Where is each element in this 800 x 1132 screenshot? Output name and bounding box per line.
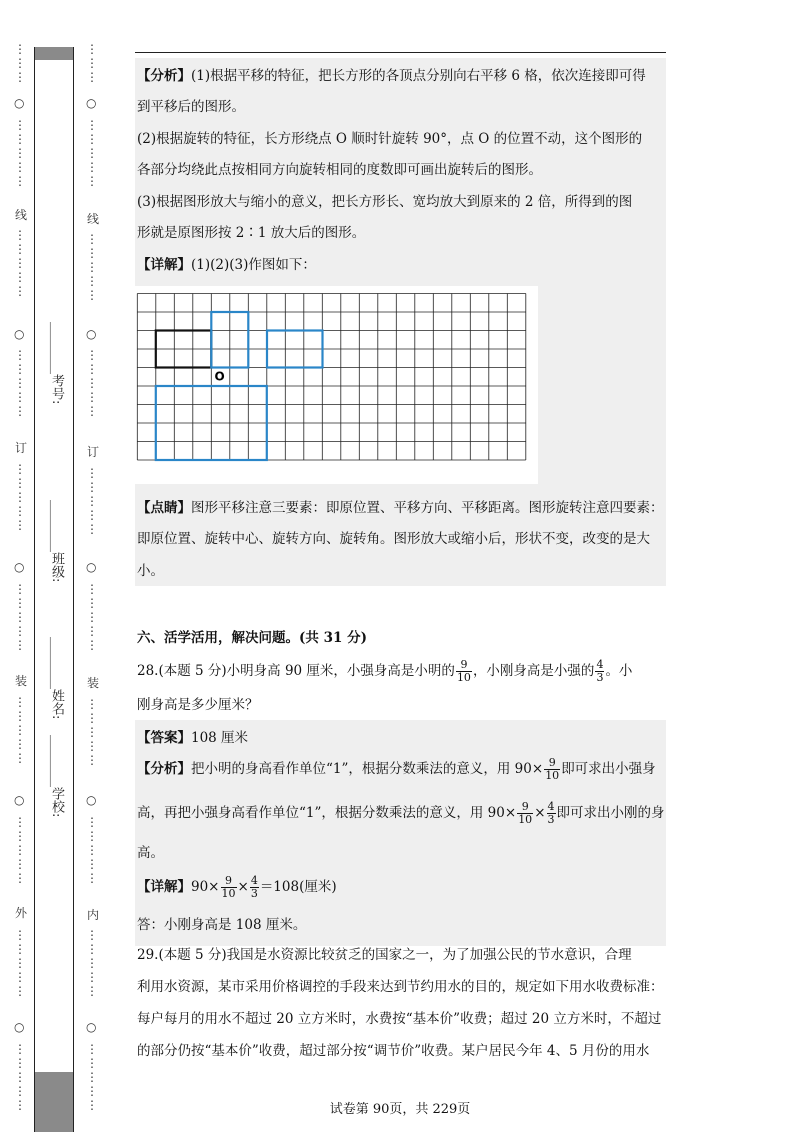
margin-word-nei: 内 <box>87 908 100 922</box>
q28-reply: 答：小刚身高是 108 厘米。 <box>137 917 307 933</box>
tip-line: 小。 <box>137 563 164 579</box>
margin-circle: ○ <box>86 560 97 574</box>
margin-word-zhuang: 装 <box>15 674 28 688</box>
analysis-line: (3)根据图形放大与缩小的意义，把长方形长、宽均放大到原来的 2 倍，所得到的图 <box>137 194 633 210</box>
tip-line: 【点睛】图形平移注意三要素：即原位置、平移方向、平移距离。图形旋转注意四要素： <box>137 500 664 516</box>
analysis-line: 形就是原图形按 2∶1 放大后的图形。 <box>137 225 366 241</box>
q28-answer: 【答案】108 厘米 <box>137 730 249 746</box>
tip-line: 即原位置、旋转中心、旋转方向、旋转角。图形放大或缩小后，形状不变，改变的是大 <box>137 531 650 547</box>
margin-word-ding: 订 <box>15 441 28 455</box>
fraction-9-10: $\frac{9}{10}$ <box>456 658 471 684</box>
margin-word-xian-inner: 线 <box>87 212 100 226</box>
margin-circle: ○ <box>86 327 97 341</box>
margin-word-xian: 线 <box>15 208 28 222</box>
header-rule <box>135 52 666 53</box>
analysis-line: 各部分均绕此点按相同方向旋转相同的度数即可画出旋转后的图形。 <box>137 162 542 178</box>
q28-analysis-line2: 高，再把小强身高看作单位“1”，根据分数乘法的意义，用 90× $\frac{9}{10}$ × $\frac{4}{3}$ 即可求出小刚的身 <box>137 800 665 826</box>
class-field: ________班级: <box>49 500 64 583</box>
margin-word-wai: 外 <box>15 906 28 920</box>
margin-circle: ○ <box>14 327 25 341</box>
margin-circle: ○ <box>14 560 25 574</box>
margin-circle: ○ <box>14 96 25 110</box>
fraction-4-3: $\frac{4}{3}$ <box>596 658 604 684</box>
q29-line: 利用水资源，某市采用价格调控的手段来达到节约用水的目的，规定如下用水收费标准： <box>137 979 664 995</box>
margin-circle: ○ <box>86 1020 97 1034</box>
q28-analysis-line1: 【分析】把小明的身高看作单位“1”，根据分数乘法的意义，用 90× $\frac{9}{10}$ 即可求出小强身 <box>137 756 656 782</box>
section-title: 六、活学活用，解决问题。(共 31 分) <box>137 630 367 646</box>
q29-line: 每户每月的用水不超过 20 立方米时，水费按“基本价”收费；超过 20 立方米时，不超过 <box>137 1011 662 1027</box>
point-o-label: O <box>214 369 225 384</box>
margin-circle: ○ <box>14 1020 25 1034</box>
q28-line2: 刚身高是多少厘米？ <box>137 697 259 713</box>
analysis-line: 到平移后的图形。 <box>137 99 245 115</box>
grid-figure <box>134 286 538 484</box>
analysis-line: (2)根据旋转的特征，长方形绕点 O 顺时针旋转 90°，点 O 的位置不动，这个图形的 <box>137 131 643 147</box>
school-field: ________学校: <box>49 735 64 818</box>
q28-detail: 【详解】90× $\frac{9}{10}$ × $\frac{4}{3}$ ＝108(厘米) <box>137 874 337 900</box>
margin-word-ding-inner: 订 <box>87 445 100 459</box>
page-footer: 试卷第 90页，共 229页 <box>329 1102 471 1117</box>
margin-circle: ○ <box>14 793 25 807</box>
margin-circle: ○ <box>86 96 97 110</box>
binding-gutter <box>34 47 74 1132</box>
name-field: ________姓名: <box>49 637 64 720</box>
q29-line: 的部分仍按“基本价”收费，超过部分按“调节价”收费。某户居民今年 4、5 月份的用水 <box>137 1043 650 1059</box>
margin-word-zhuang-inner: 装 <box>87 676 100 690</box>
detail-line: 【详解】(1)(2)(3)作图如下： <box>137 257 316 273</box>
analysis-line: 【分析】(1)根据平移的特征，把长方形的各顶点分别向右平移 6 格，依次连接即可得 <box>137 68 646 84</box>
q28-analysis-line3: 高。 <box>137 845 164 861</box>
margin-circle: ○ <box>86 793 97 807</box>
q28-line1: 28.(本题 5 分)小明身高 90 厘米，小强身高是小明的 $\frac{9}{10}$ ，小刚身高是小强的 $\frac{4}{3}$ 。小 <box>137 658 633 684</box>
exam-number-field: ________考号: <box>49 322 64 405</box>
q29-line: 29.(本题 5 分)我国是水资源比较贫乏的国家之一，为了加强公民的节水意识，合理 <box>137 947 632 963</box>
